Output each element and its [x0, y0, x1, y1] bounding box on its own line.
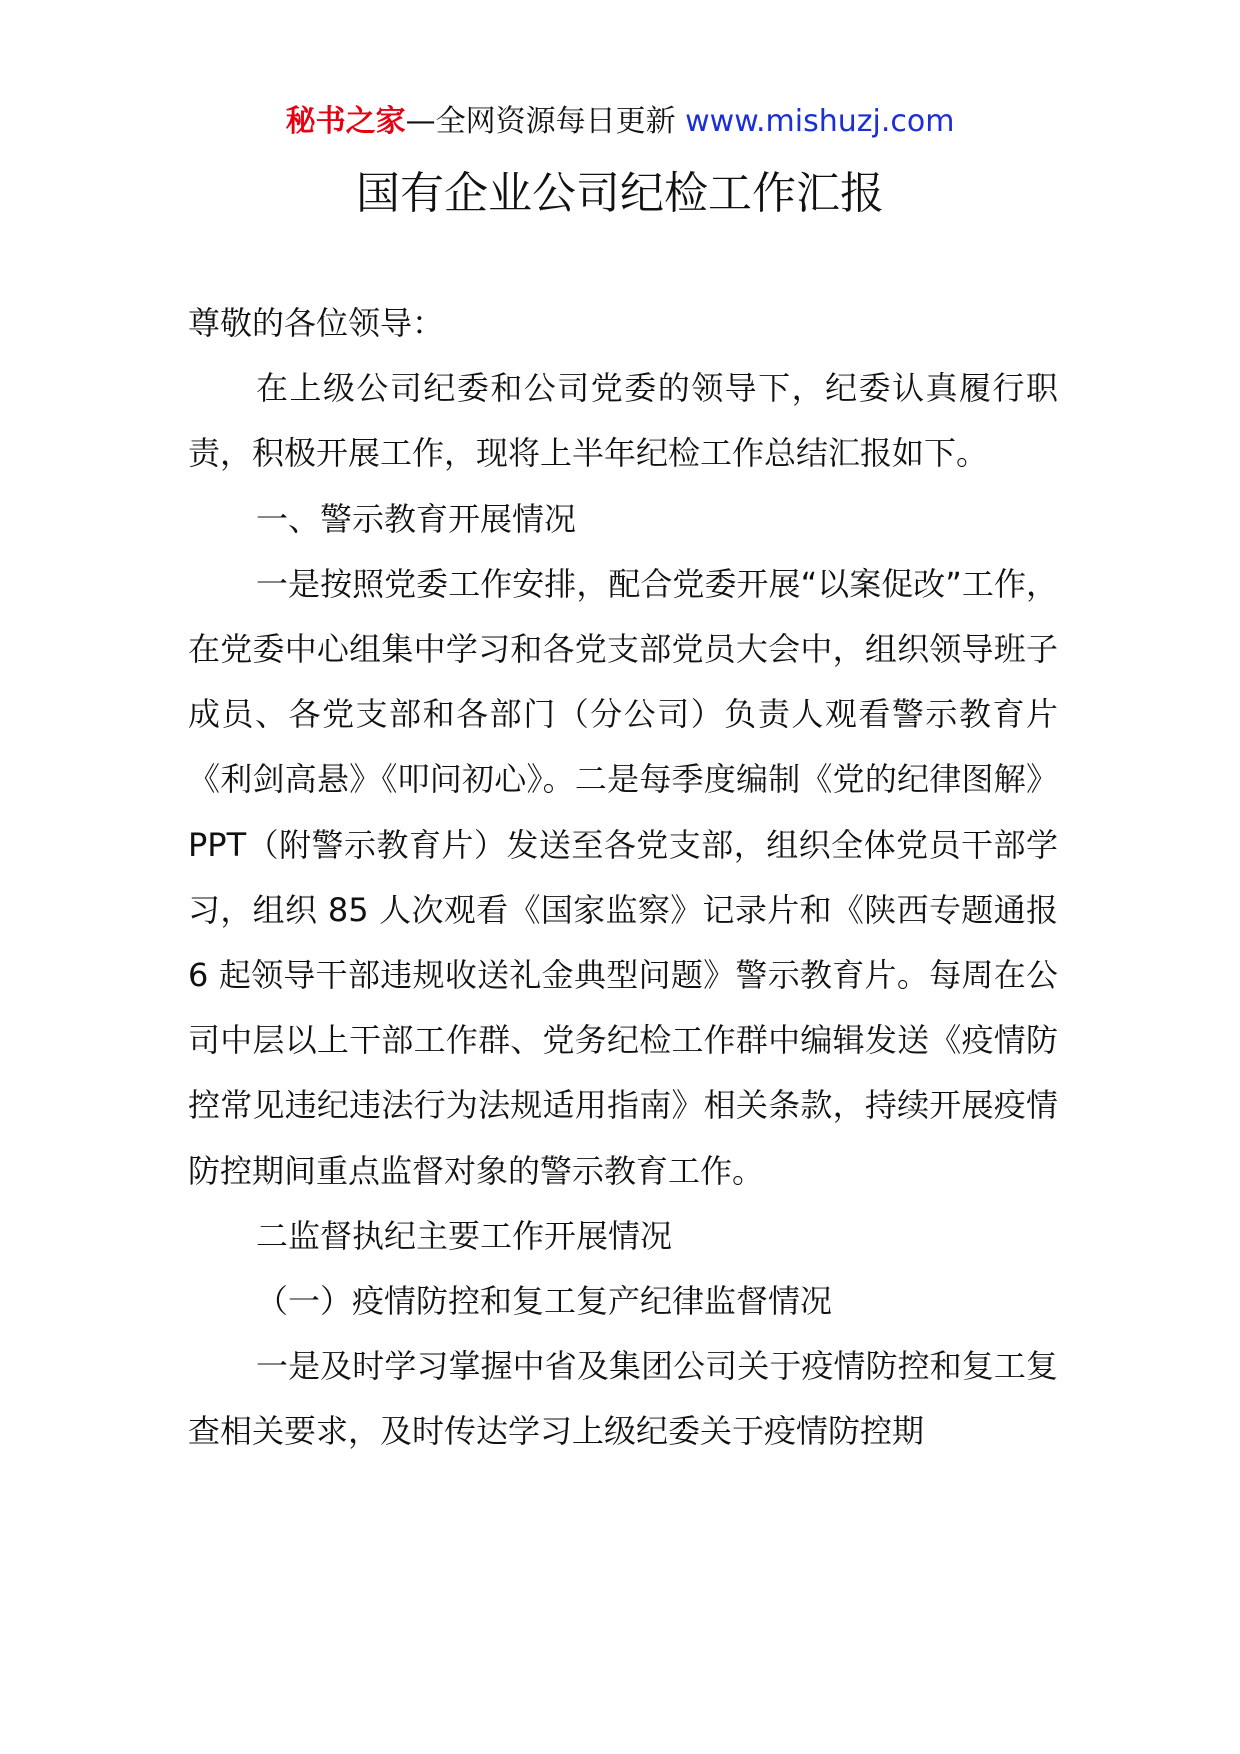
section-1-paragraph: 一是按照党委工作安排，配合党委开展“以案促改”工作，在党委中心组集中学习和各党支部党员大会中，组织领导班子成员、各党支部和各部门（分公司）负责人观看警示教育片《利剑高悬》《叩问初心》。二是每季度编制《党的纪律图解》PPT（附警示教育片）发送至各党支部，组织全体党员干部学习，组织 85 人次观看《国家监察》记录片和《陕西专题通报 6 起领导干部违规收送礼金典型问题》警示教育片。每周在公司中层以上干部工作群、党务纪检工作群中编辑发送《疫情防控常见违纪违法行为法规适用指南》相关条款，持续开展疫情防控期间重点监督对象的警示教育工作。 [188, 564, 1058, 1190]
section-2-sub-1-paragraph: 一是及时学习掌握中省及集团公司关于疫情防控和复工复查相关要求，及时传达学习上级纪委关于疫情防控期 [188, 1347, 1058, 1451]
intro-paragraph: 在上级公司纪委和公司党委的领导下，纪委认真履行职责，积极开展工作，现将上半年纪检工作总结汇报如下。 [188, 369, 1058, 473]
document-title: 国有企业公司纪检工作汇报 [356, 168, 884, 219]
section-1-heading: 一、警示教育开展情况 [256, 499, 577, 538]
document-body [188, 291, 1058, 1465]
section-2-subheading-1: （一）疫情防控和复工复产纪律监督情况 [256, 1282, 833, 1321]
site-url-link[interactable]: www.mishuzj.com [685, 104, 955, 139]
site-header [0, 100, 1240, 144]
header-tagline: —全网资源每日更新 [405, 104, 686, 139]
brand-name: 秘书之家 [285, 104, 406, 139]
section-2-heading: 二监督执纪主要工作开展情况 [256, 1216, 673, 1255]
salutation: 尊敬的各位领导： [188, 304, 445, 342]
